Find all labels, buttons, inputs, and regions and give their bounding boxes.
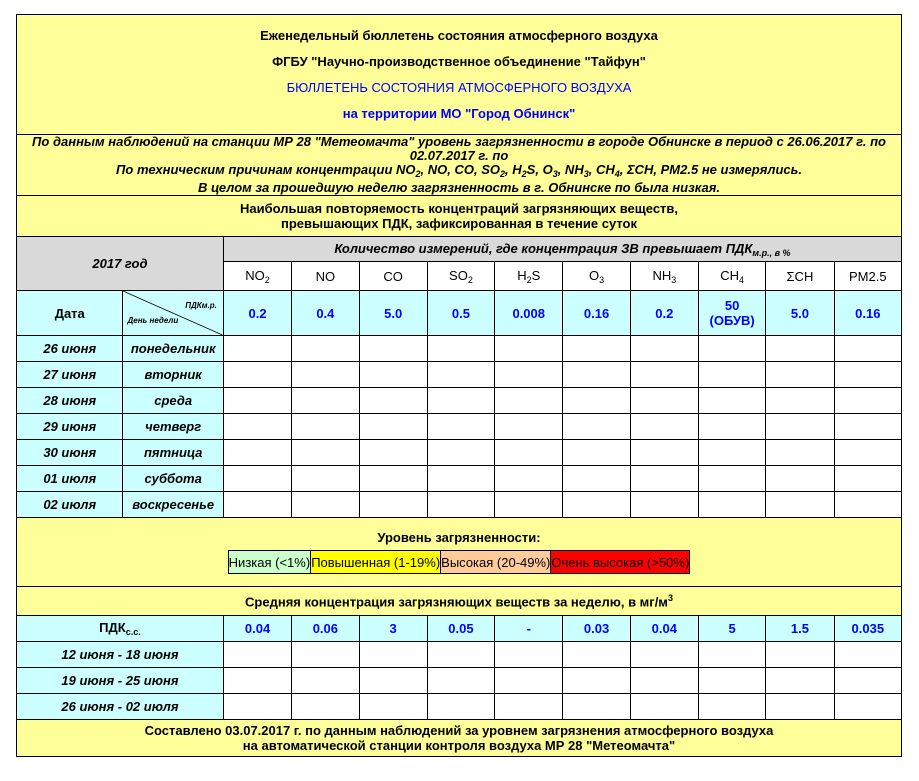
level-legend-item: Повышенная (1-19%) xyxy=(311,551,441,574)
measurement-cell xyxy=(495,414,563,440)
diagonal-line xyxy=(123,291,222,335)
observation-summary xyxy=(17,135,902,196)
day-of-week: среда xyxy=(123,388,223,414)
pdk-ss-value: - xyxy=(495,616,563,642)
pdk-ss-value: 5 xyxy=(698,616,765,642)
measurement-cell xyxy=(292,466,359,492)
day-date: 28 июня xyxy=(17,388,123,414)
measurement-cell xyxy=(563,440,630,466)
measurement-cell xyxy=(630,466,698,492)
average-cell xyxy=(563,642,630,668)
average-cell xyxy=(766,668,834,694)
table-row xyxy=(17,336,902,362)
level-legend-item: Очень высокая (>50%) xyxy=(551,551,690,574)
pdk-ss-value: 0.04 xyxy=(630,616,698,642)
day-date: 30 июня xyxy=(17,440,123,466)
average-concentration-title: Средняя концентрация загрязняющих веществ за неделю, в $мг/м^3$ xyxy=(17,587,902,616)
average-cell xyxy=(834,694,901,720)
measurement-cell xyxy=(292,492,359,518)
average-cell xyxy=(563,668,630,694)
measurement-cell xyxy=(292,440,359,466)
level-legend-item: Низкая (<1%) xyxy=(228,551,311,574)
average-cell xyxy=(630,668,698,694)
measurement-cell xyxy=(359,336,427,362)
pdk-ss-value: 0.05 xyxy=(427,616,494,642)
pdk-ss-value: 0.04 xyxy=(223,616,291,642)
measurement-cell xyxy=(292,336,359,362)
measurement-cell xyxy=(698,440,765,466)
bulletin-header xyxy=(17,15,902,135)
diag-weekday-label: День недели xyxy=(127,316,179,325)
table-row xyxy=(17,668,902,694)
measurement-cell xyxy=(359,362,427,388)
measurement-cell xyxy=(766,388,834,414)
average-cell xyxy=(359,642,427,668)
measurement-cell xyxy=(223,466,291,492)
pollutant-header: $CH_4$ xyxy=(698,262,765,291)
date-label: Дата xyxy=(17,291,123,336)
average-cell xyxy=(834,668,901,694)
measurement-cell xyxy=(698,414,765,440)
measurement-cell xyxy=(563,336,630,362)
measurement-cell xyxy=(834,440,901,466)
day-of-week: понедельник xyxy=(123,336,223,362)
repeatability-title: Наибольшая повторяемость концентраций загрязняющих веществ, превышающих ПДК, зафиксированная в течение суток xyxy=(17,196,902,237)
pdk-mr-value: 5.0 xyxy=(766,291,834,336)
measurement-cell xyxy=(766,466,834,492)
pollutant-header: $NH_3$ xyxy=(630,262,698,291)
measurement-cell xyxy=(427,466,494,492)
measurement-cell xyxy=(495,336,563,362)
days-body xyxy=(17,336,902,518)
measurement-cell xyxy=(563,466,630,492)
average-cell xyxy=(698,668,765,694)
average-cell xyxy=(698,694,765,720)
average-cell xyxy=(359,668,427,694)
measurement-cell xyxy=(292,388,359,414)
week-range: 26 июня - 02 июля xyxy=(17,694,224,720)
pdk-mr-row xyxy=(17,291,902,336)
average-cell xyxy=(223,668,291,694)
pdk-mr-value: 0.2 xyxy=(223,291,291,336)
measurement-cell xyxy=(223,388,291,414)
measurement-cell xyxy=(563,492,630,518)
header-line-2: ФГБУ "Научно-производственное объединение "Тайфун" xyxy=(272,53,646,69)
measurement-cell xyxy=(292,414,359,440)
average-cell xyxy=(563,694,630,720)
week-range: 12 июня - 18 июня xyxy=(17,642,224,668)
measurement-cell xyxy=(359,492,427,518)
measurement-cell xyxy=(630,492,698,518)
measurement-cell xyxy=(766,492,834,518)
pdk-ss-row xyxy=(17,616,902,642)
pdk-mr-value: 0.2 xyxy=(630,291,698,336)
average-cell xyxy=(292,694,359,720)
pollution-level-legend xyxy=(228,550,691,574)
bulletin-table xyxy=(16,14,902,757)
day-of-week: суббота xyxy=(123,466,223,492)
measurement-cell xyxy=(427,440,494,466)
average-cell xyxy=(495,668,563,694)
day-date: 29 июня xyxy=(17,414,123,440)
day-of-week: четверг xyxy=(123,414,223,440)
measurement-cell xyxy=(495,388,563,414)
measurement-cell xyxy=(630,362,698,388)
measurement-cell xyxy=(630,414,698,440)
measurement-cell xyxy=(427,492,494,518)
day-date: 01 июля xyxy=(17,466,123,492)
measurement-cell xyxy=(495,466,563,492)
average-cell xyxy=(630,642,698,668)
measurement-cell xyxy=(630,388,698,414)
measurement-cell xyxy=(495,440,563,466)
measurement-cell xyxy=(766,414,834,440)
average-cell xyxy=(427,642,494,668)
pollution-level-title: Уровень загрязненности: xyxy=(377,530,541,545)
measurement-cell xyxy=(630,336,698,362)
pollutant-header: NO xyxy=(292,262,359,291)
measurement-cell xyxy=(223,336,291,362)
pdk-mr-value: 0.5 xyxy=(427,291,494,336)
pdk-ss-value: 0.06 xyxy=(292,616,359,642)
average-cell xyxy=(292,642,359,668)
pdk-mr-value: 0.4 xyxy=(292,291,359,336)
header-line-3: БЮЛЛЕТЕНЬ СОСТОЯНИЯ АТМОСФЕРНОГО ВОЗДУХА xyxy=(286,79,632,95)
measurement-cell xyxy=(766,362,834,388)
measurement-cell xyxy=(563,362,630,388)
bulletin-footer: Составлено 03.07.2017 г. по данным наблюдений за уровнем загрязнения атмосферного воздуха на автоматической станции контроля воздуха МР 28 "Метеомачта" xyxy=(17,720,902,757)
measurement-cell xyxy=(495,492,563,518)
average-cell xyxy=(427,668,494,694)
measurement-cell xyxy=(698,492,765,518)
day-of-week: воскресенье xyxy=(123,492,223,518)
average-cell xyxy=(766,694,834,720)
header-line-1: Еженедельный бюллетень состояния атмосферного воздуха xyxy=(260,27,658,43)
average-cell xyxy=(698,642,765,668)
obuv-note: (ОБУВ) xyxy=(709,313,755,328)
measurement-cell xyxy=(359,466,427,492)
pollution-level-section xyxy=(17,518,902,587)
measurement-cell xyxy=(223,414,291,440)
average-cell xyxy=(630,694,698,720)
day-of-week: вторник xyxy=(123,362,223,388)
measurement-cell xyxy=(223,362,291,388)
level-legend-item: Высокая (20-49%) xyxy=(441,551,551,574)
measurement-cell xyxy=(630,440,698,466)
average-cell xyxy=(495,642,563,668)
average-cell xyxy=(834,642,901,668)
measurement-cell xyxy=(698,336,765,362)
week-range: 19 июня - 25 июня xyxy=(17,668,224,694)
pdk-ss-value: 3 xyxy=(359,616,427,642)
pollutant-header: $SO_2$ xyxy=(427,262,494,291)
table-row xyxy=(17,440,902,466)
day-date: 27 июня xyxy=(17,362,123,388)
day-of-week: пятница xyxy=(123,440,223,466)
weeks-body xyxy=(17,642,902,720)
count-label: Количество измерений, где концентрация ЗВ превышает $ПДК_{м.р., в \%}$ xyxy=(223,237,901,262)
table-row xyxy=(17,362,902,388)
measurement-cell xyxy=(834,466,901,492)
pdk-mr-value: 0.16 xyxy=(834,291,901,336)
average-cell xyxy=(223,642,291,668)
table-row xyxy=(17,466,902,492)
year-label: 2017 год xyxy=(17,237,224,291)
measurement-cell xyxy=(563,414,630,440)
table-row xyxy=(17,414,902,440)
pdk-mr-value: 0.008 xyxy=(495,291,563,336)
measurement-cell xyxy=(292,362,359,388)
pollutant-header: ΣCH xyxy=(766,262,834,291)
pdk-mr-value: 50 (ОБУВ) xyxy=(698,291,765,336)
table-row xyxy=(17,388,902,414)
measurement-cell xyxy=(359,440,427,466)
pdk-mr-value: 0.16 xyxy=(563,291,630,336)
day-date: 26 июня xyxy=(17,336,123,362)
measurement-cell xyxy=(698,466,765,492)
table-row xyxy=(17,492,902,518)
pollutant-header: PM2.5 xyxy=(834,262,901,291)
summary-line-2: По техническим причинам концентрации $NO_2$, NO, CO, $SO_2$, $H_2S$, $O_3$, $NH_3$, $CH_4$, ΣCH, PM2.5 не измерялись. xyxy=(116,162,802,179)
measurement-cell xyxy=(766,440,834,466)
measurement-cell xyxy=(834,388,901,414)
table-row xyxy=(17,694,902,720)
measurement-cell xyxy=(359,388,427,414)
measurement-cell xyxy=(834,414,901,440)
pollutant-header: $NO_2$ xyxy=(223,262,291,291)
measurement-cell xyxy=(427,336,494,362)
measurement-cell xyxy=(223,492,291,518)
average-cell xyxy=(292,668,359,694)
pdk-mr-value: 5.0 xyxy=(359,291,427,336)
pdk-ss-value: 1.5 xyxy=(766,616,834,642)
pdk-ss-label: $ПДК_{с.с.}$ xyxy=(17,616,224,642)
pdk-ss-value: 0.03 xyxy=(563,616,630,642)
pollutant-header: CO xyxy=(359,262,427,291)
measurement-cell xyxy=(698,388,765,414)
measurement-cell xyxy=(834,492,901,518)
day-date: 02 июля xyxy=(17,492,123,518)
diag-pdk-label: ПДКм.р. xyxy=(185,301,217,310)
pollutant-header: $O_3$ xyxy=(563,262,630,291)
measurement-cell xyxy=(223,440,291,466)
measurement-cell xyxy=(427,388,494,414)
measurement-cell xyxy=(834,362,901,388)
average-cell xyxy=(495,694,563,720)
measurement-cell xyxy=(834,336,901,362)
table-row xyxy=(17,642,902,668)
measurement-cell xyxy=(359,414,427,440)
summary-line-3: В целом за прошедшую неделю загрязненность в г. Обнинске по была низкая. xyxy=(198,180,720,195)
average-cell xyxy=(427,694,494,720)
measurement-cell xyxy=(427,362,494,388)
measurement-cell xyxy=(766,336,834,362)
summary-line-1: По данным наблюдений на станции МР 28 "Метеомачта" уровень загрязненности в городе Обнинске в период с 26.06.2017 г. по 02.07.2017 г. по xyxy=(32,134,886,163)
measurement-cell xyxy=(427,414,494,440)
measurement-cell xyxy=(563,388,630,414)
date-weekday-diagonal-header xyxy=(123,291,223,336)
measurement-cell xyxy=(495,362,563,388)
bulletin xyxy=(16,14,902,757)
average-cell xyxy=(766,642,834,668)
measurement-cell xyxy=(698,362,765,388)
average-cell xyxy=(223,694,291,720)
pollutant-header: $H_2S$ xyxy=(495,262,563,291)
average-cell xyxy=(359,694,427,720)
header-line-4: на территории МО "Город Обнинск" xyxy=(342,105,576,121)
pdk-ss-value: 0.035 xyxy=(834,616,901,642)
